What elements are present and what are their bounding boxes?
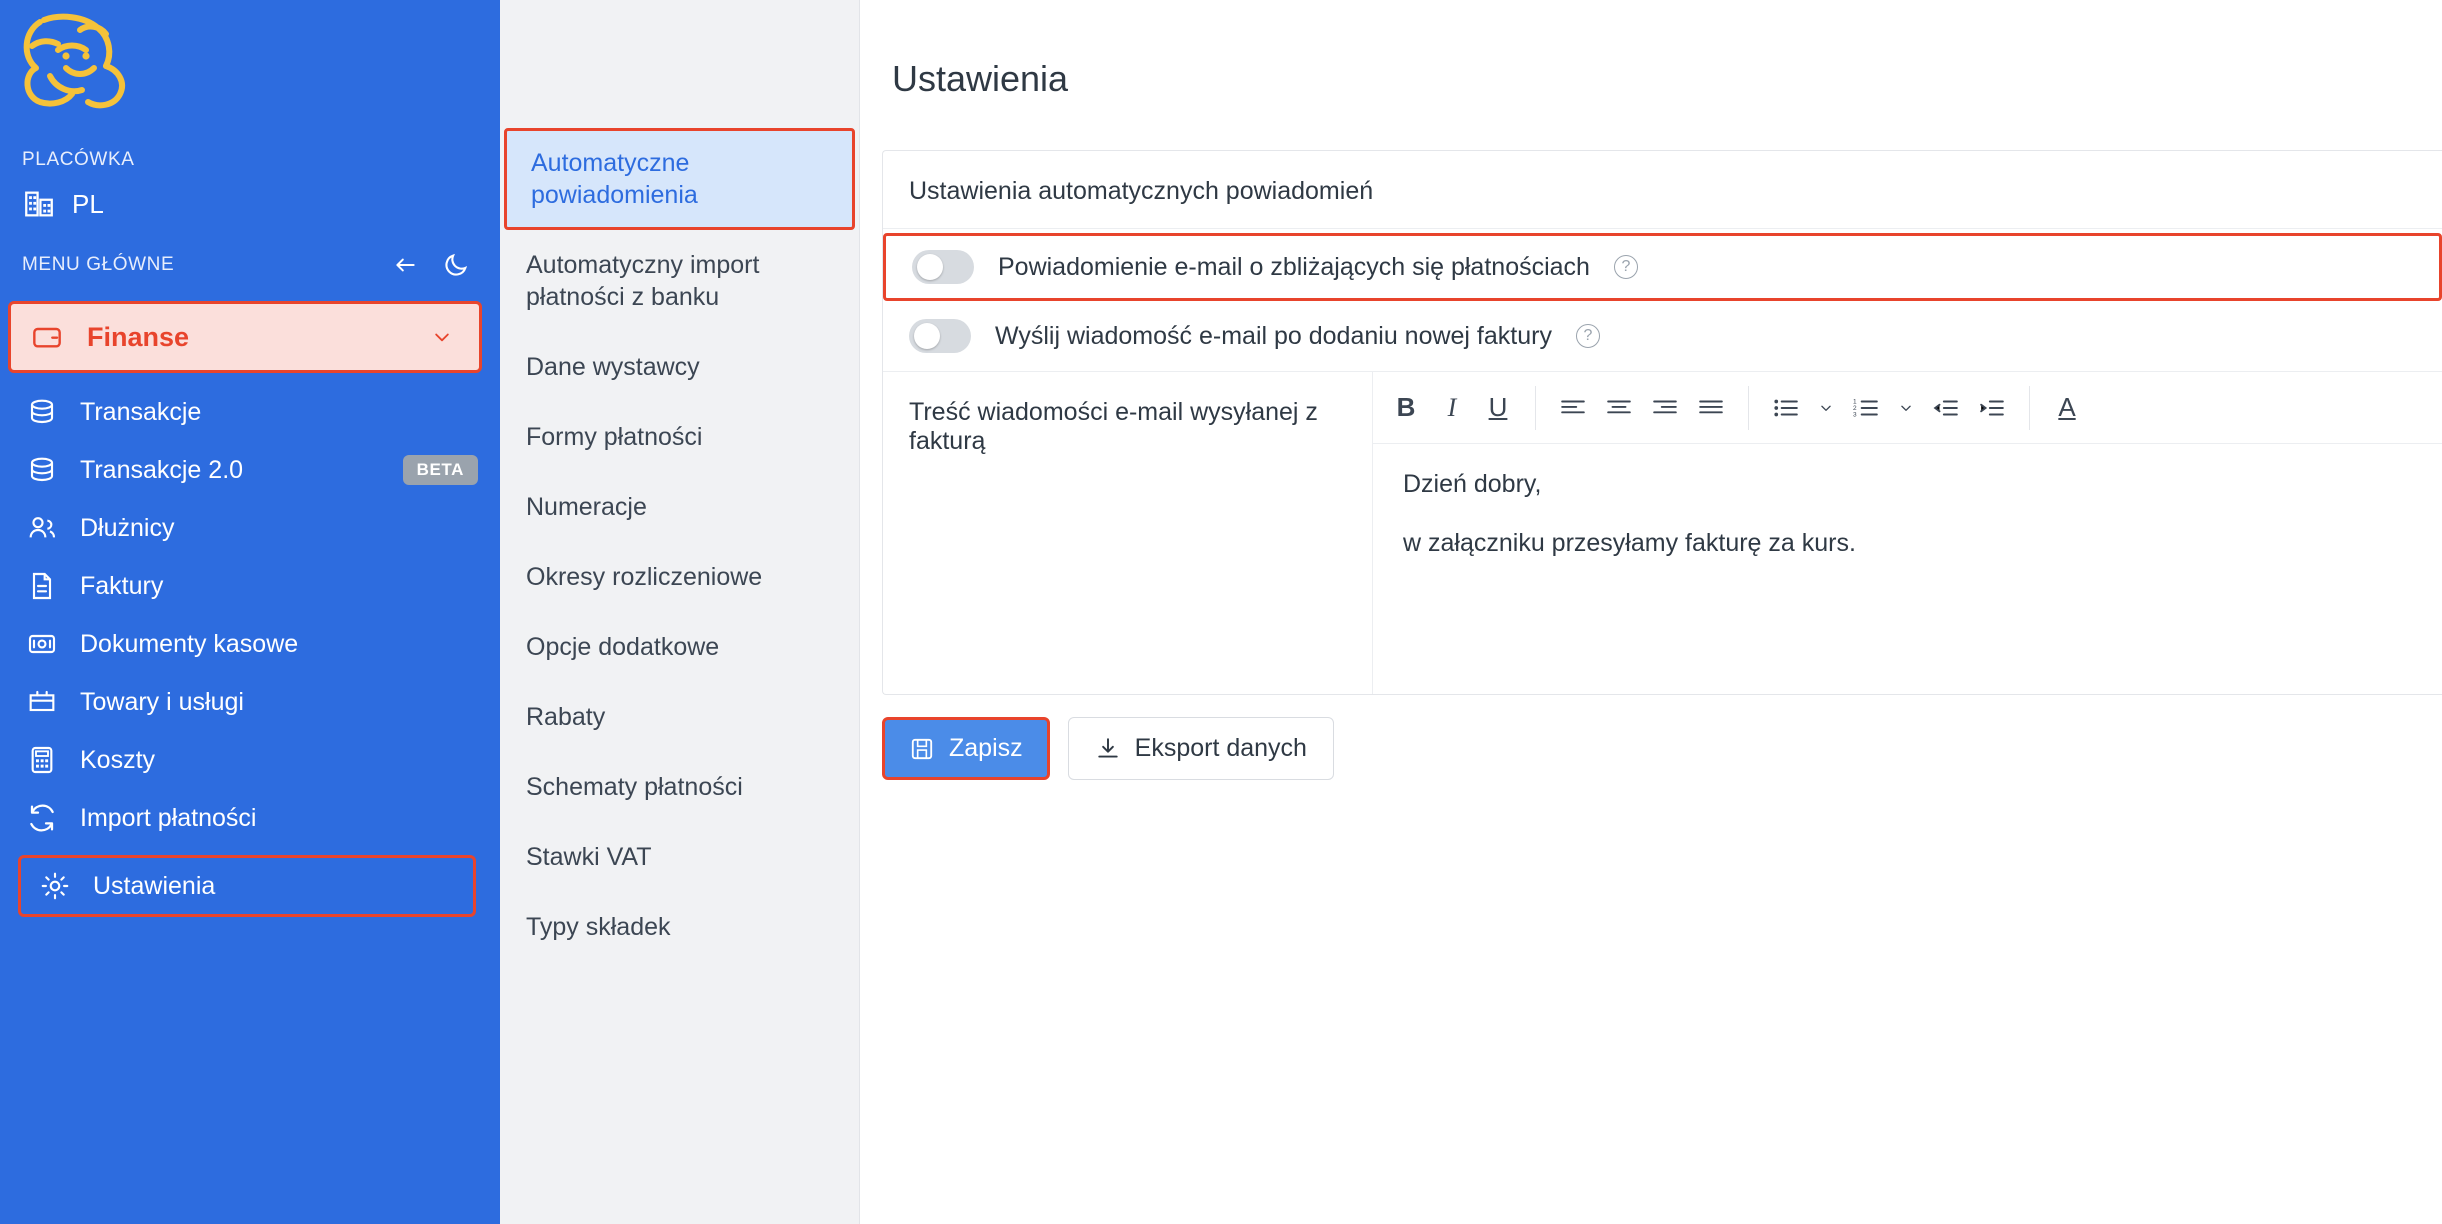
sidebar-item-label: Ustawienia (93, 871, 216, 900)
numbered-list-icon (1853, 398, 1879, 418)
subnav-item-label: Formy płatności (526, 423, 703, 451)
sidebar-item-transakcje[interactable] (0, 383, 500, 441)
italic-button[interactable]: I (1447, 392, 1457, 422)
subnav-item-schematy-platnosci[interactable] (500, 752, 859, 822)
align-center-button[interactable] (1596, 386, 1642, 430)
sidebar-item-koszty[interactable] (0, 731, 500, 789)
svg-text:3: 3 (1853, 411, 1857, 418)
gear-icon (39, 870, 71, 902)
bullet-list-options-button[interactable] (1809, 386, 1843, 430)
align-right-icon (1652, 398, 1678, 418)
sidebar-item-label: Dłużnicy (80, 513, 175, 542)
toggle-row-new-invoice[interactable] (883, 301, 2442, 371)
toggle-new-invoice[interactable] (909, 319, 971, 353)
subnav-item-label: Opcje dodatkowe (526, 633, 720, 661)
menu-section-label: MENU GŁÓWNE (22, 254, 175, 275)
toggle-row-upcoming-payments[interactable] (883, 233, 2442, 301)
subnav-item-label: Dane wystawcy (526, 353, 700, 381)
email-body-line: Dzień dobry, (1403, 470, 1542, 499)
wallet-icon (29, 321, 65, 353)
bullet-list-button[interactable] (1763, 386, 1809, 430)
coins-icon (26, 454, 58, 486)
notifications-panel (882, 150, 2442, 695)
toggle-knob (914, 323, 940, 349)
logo-wrap[interactable] (0, 0, 500, 145)
settings-subnav (500, 0, 860, 1224)
chevron-down-icon (1817, 401, 1835, 415)
subnav-item-label: Rabaty (526, 703, 606, 731)
save-icon (909, 736, 935, 762)
sidebar-item-label: Koszty (80, 745, 156, 774)
align-left-button[interactable] (1550, 386, 1596, 430)
svg-text:2: 2 (1853, 404, 1857, 412)
underline-button[interactable]: U (1488, 392, 1508, 423)
sidebar-item-label: Towary i usługi (80, 687, 244, 716)
numbered-list-button[interactable] (1843, 386, 1889, 430)
subnav-item-label: Automatyczne powiadomienia (531, 149, 698, 209)
svg-text:1: 1 (1853, 398, 1857, 406)
save-button[interactable] (882, 717, 1050, 780)
menu-header (0, 233, 500, 287)
align-center-icon (1606, 398, 1632, 418)
subnav-item-dane-wystawcy[interactable] (500, 332, 859, 402)
subnav-item-label: Okresy rozliczeniowe (526, 563, 763, 591)
download-icon (1095, 736, 1121, 762)
sidebar-item-towary-i-uslugi[interactable] (0, 673, 500, 731)
text-color-button[interactable]: A (2058, 392, 2076, 423)
users-icon (26, 512, 58, 544)
help-icon[interactable]: ? (1576, 324, 1600, 348)
email-body-content[interactable] (1373, 444, 2442, 694)
sidebar-item-import-platnosci[interactable] (0, 789, 500, 847)
building-icon (22, 187, 56, 221)
sidebar-group-finanse[interactable] (8, 301, 482, 373)
subnav-item-stawki-vat[interactable] (500, 822, 859, 892)
indent-icon (1979, 398, 2005, 418)
page-title: Ustawienia (892, 58, 1069, 100)
email-body-line: w załączniku przesyłamy fakturę za kurs. (1403, 529, 1856, 558)
toggle-label: Powiadomienie e-mail o zbliżających się płatnościach (998, 252, 1590, 281)
rich-text-editor (1373, 372, 2442, 694)
bold-button[interactable]: B (1396, 392, 1416, 423)
facility-section-label: PLACÓWKA (22, 149, 135, 170)
save-button-label: Zapisz (949, 734, 1023, 763)
sidebar-item-label: Faktury (80, 571, 164, 600)
numbered-list-options-button[interactable] (1889, 386, 1923, 430)
sidebar (0, 0, 500, 1224)
facility-value: PL (72, 188, 104, 219)
toggle-label: Wyślij wiadomość e-mail po dodaniu nowej faktury (995, 321, 1552, 350)
moon-icon[interactable] (442, 251, 470, 279)
document-icon (26, 570, 58, 602)
sidebar-nav (0, 383, 500, 917)
align-right-button[interactable] (1642, 386, 1688, 430)
toolbar-divider (1748, 386, 1749, 430)
calculator-icon (26, 744, 58, 776)
sidebar-item-label: Import płatności (80, 803, 257, 832)
sidebar-item-dokumenty-kasowe[interactable] (0, 615, 500, 673)
subnav-item-automatyczny-import[interactable] (500, 230, 859, 332)
subnav-item-label: Typy składek (526, 913, 671, 941)
sidebar-item-label: Transakcje (80, 397, 202, 426)
sidebar-item-dluznicy[interactable] (0, 499, 500, 557)
email-body-block (883, 371, 2442, 694)
bullet-list-icon (1773, 398, 1799, 418)
email-body-label: Treść wiadomości e-mail wysyłanej z fakturą (883, 372, 1373, 694)
align-left-icon (1560, 398, 1586, 418)
editor-toolbar (1373, 372, 2442, 444)
subnav-item-okresy-rozliczeniowe[interactable] (500, 542, 859, 612)
main-content (860, 0, 2442, 1224)
sidebar-item-label: Dokumenty kasowe (80, 629, 299, 658)
subnav-item-rabaty[interactable] (500, 682, 859, 752)
outdent-button[interactable] (1923, 386, 1969, 430)
subnav-item-numeracje[interactable] (500, 472, 859, 542)
sidebar-group-label: Finanse (87, 321, 190, 352)
form-actions (860, 695, 2442, 780)
panel-header: Ustawienia automatycznych powiadomień (883, 151, 2442, 229)
export-data-button[interactable] (1068, 717, 1334, 780)
arrow-left-icon[interactable] (390, 252, 420, 278)
cash-document-icon (26, 628, 58, 660)
facility-selector[interactable] (0, 171, 500, 233)
sidebar-item-transakcje-2[interactable] (0, 441, 500, 499)
sidebar-item-label: Transakcje 2.0 (80, 455, 244, 484)
toggle-knob (917, 254, 943, 280)
subnav-item-label: Stawki VAT (526, 843, 652, 871)
indent-button[interactable] (1969, 386, 2015, 430)
subnav-item-formy-platnosci[interactable] (500, 402, 859, 472)
toolbar-divider (2029, 386, 2030, 430)
align-justify-icon (1698, 398, 1724, 418)
subnav-item-label: Schematy płatności (526, 773, 743, 801)
chevron-down-icon (1897, 401, 1915, 415)
toolbar-divider (1535, 386, 1536, 430)
sidebar-item-faktury[interactable] (0, 557, 500, 615)
subnav-item-automatyczne-powiadomienia[interactable] (504, 128, 855, 230)
subnav-item-label: Automatyczny import płatności z banku (526, 251, 760, 311)
status-badge: BETA (403, 455, 478, 485)
align-justify-button[interactable] (1688, 386, 1734, 430)
subnav-item-label: Numeracje (526, 493, 647, 521)
coins-icon (26, 396, 58, 428)
help-icon[interactable]: ? (1614, 255, 1638, 279)
export-data-button-label: Eksport danych (1134, 734, 1307, 763)
sidebar-item-ustawienia[interactable] (18, 855, 476, 917)
toggle-upcoming-payments[interactable] (912, 250, 974, 284)
box-icon (26, 686, 58, 718)
sync-icon (26, 802, 58, 834)
subnav-item-opcje-dodatkowe[interactable] (500, 612, 859, 682)
subnav-item-typy-skladek[interactable] (500, 892, 859, 962)
outdent-icon (1933, 398, 1959, 418)
lion-logo (14, 10, 174, 130)
chevron-down-icon[interactable] (427, 327, 457, 347)
